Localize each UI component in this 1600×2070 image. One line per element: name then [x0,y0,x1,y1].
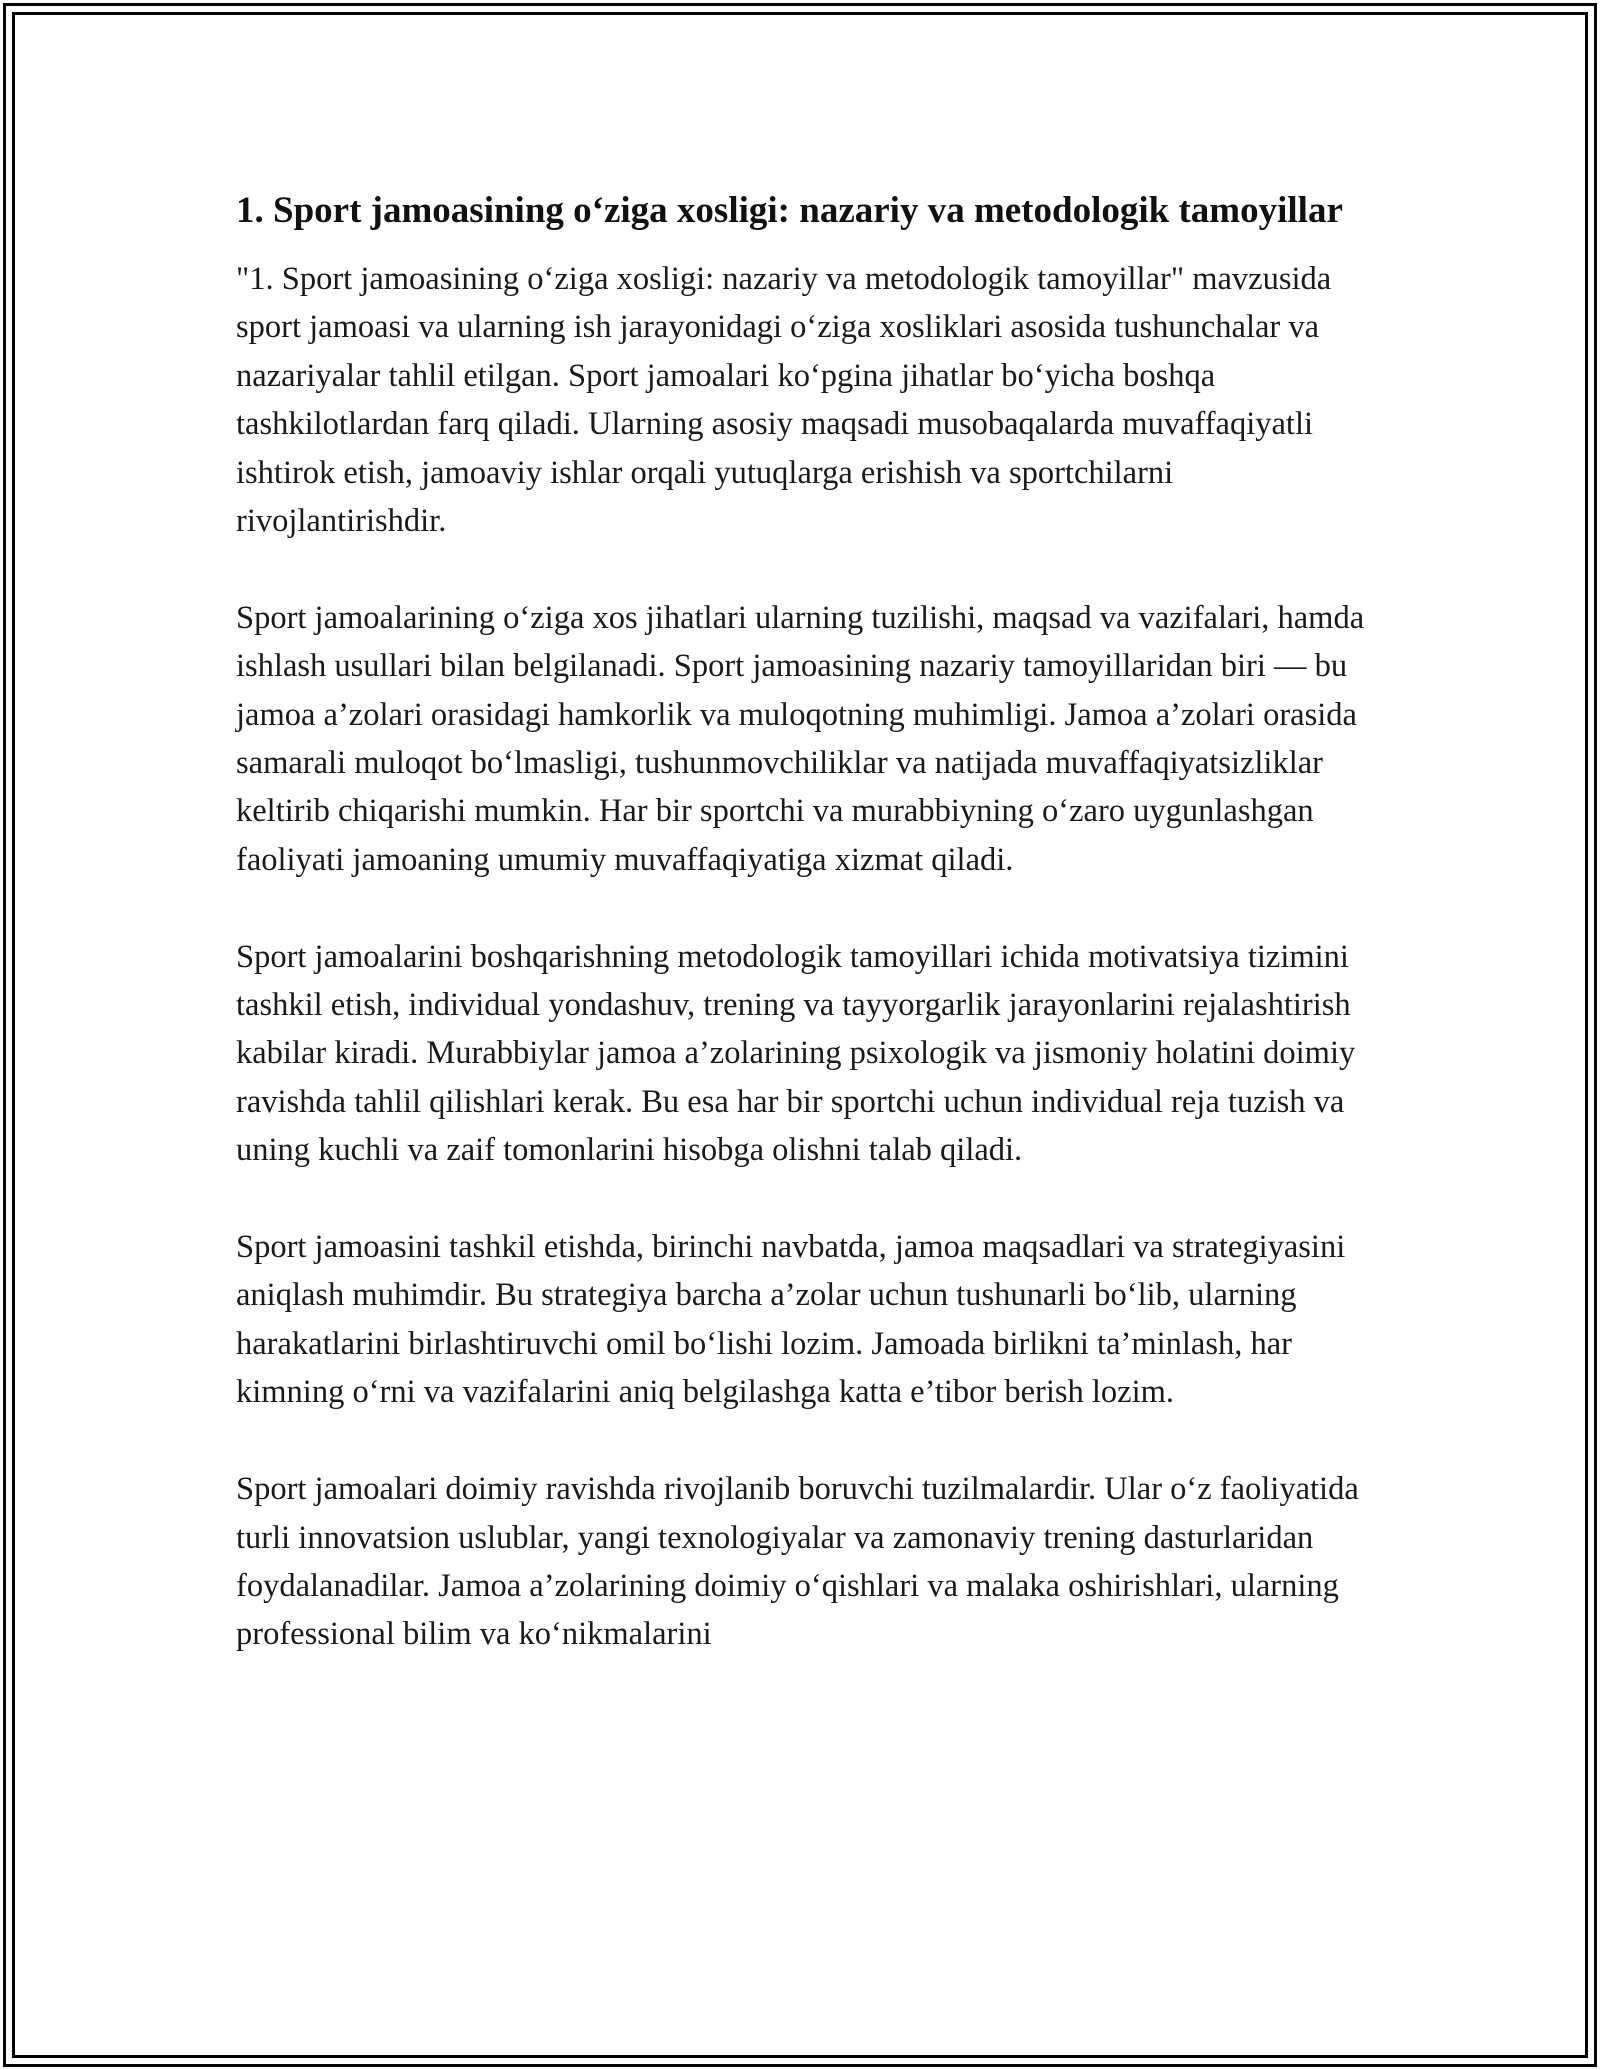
paragraph-2: Sport jamoalarining o‘ziga xos jihatlari ularning tuzilishi, maqsad va vazifalari, hamda ishlash usullari bilan belgilanadi. Sport jamoasining nazariy tamoyillaridan biri — bu jamoa a’zolari orasidagi hamkorlik va muloqotning muhimligi. Jamoa a’zolari orasida samarali muloqot bo‘lmasligi, tushunmovchiliklar va natijada muvaffaqiyatsizliklar keltirib chiqarishi mumkin. Har bir sportchi va murabbiyning o‘zaro uygunlashgan faoliyati jamoaning umumiy muvaffaqiyatiga xizmat qiladi. [236,599,1365,878]
paragraph-4: Sport jamoasini tashkil etishda, birinchi navbatda, jamoa maqsadlari va strategiyasini aniqlash muhimdir. Bu strategiya barcha a’zolar uchun tushunarli bo‘lib, ularning harakatlarini birlashtiruvchi omil bo‘lishi lozim. Jamoada birlikni ta’minlash, har kimning o‘rni va vazifalarini aniq belgilashga katta e’tibor berish lozim. [236,1229,1346,1411]
document-body [236,183,1376,1707]
section-title: 1. Sport jamoasining o‘ziga xosligi: nazariy va metodologik tamoyillar [236,190,1343,231]
paragraph-5: Sport jamoalari doimiy ravishda rivojlanib boruvchi tuzilmalardir. Ular o‘z faoliyatida turli innovatsion uslublar, yangi texnologiyalar va zamonaviy trening dasturlaridan foydalanadilar. Jamoa a’zolarining doimiy o‘qishlari va malaka oshirishlari, ularning professional bilim va ko‘nikmalarini [236,1471,1359,1653]
paragraph-1: "1. Sport jamoasining o‘ziga xosligi: nazariy va metodologik tamoyillar" mavzusida sport jamoasi va ularning ish jarayonidagi o‘ziga xosliklari asosida tushunchalar va nazariyalar tahlil etilgan. Sport jamoalari ko‘pgina jihatlar bo‘yicha boshqa tashkilotlardan farq qiladi. Ularning asosiy maqsadi musobaqalarda muvaffaqiyatli ishtirok etish, jamoaviy ishlar orqali yutuqlarga erishish va sportchilarni rivojlantirishdir. [236,261,1332,540]
paragraph-3: Sport jamoalarini boshqarishning metodologik tamoyillari ichida motivatsiya tizimini tashkil etish, individual yondashuv, trening va tayyorgarlik jarayonlarini rejalashtirish kabilar kiradi. Murabbiylar jamoa a’zolarining psixologik va jismoniy holatini doimiy ravishda tahlil qilishlari kerak. Bu esa har bir sportchi uchun individual reja tuzish va uning kuchli va zaif tomonlarini hisobga olishni talab qiladi. [236,938,1356,1169]
